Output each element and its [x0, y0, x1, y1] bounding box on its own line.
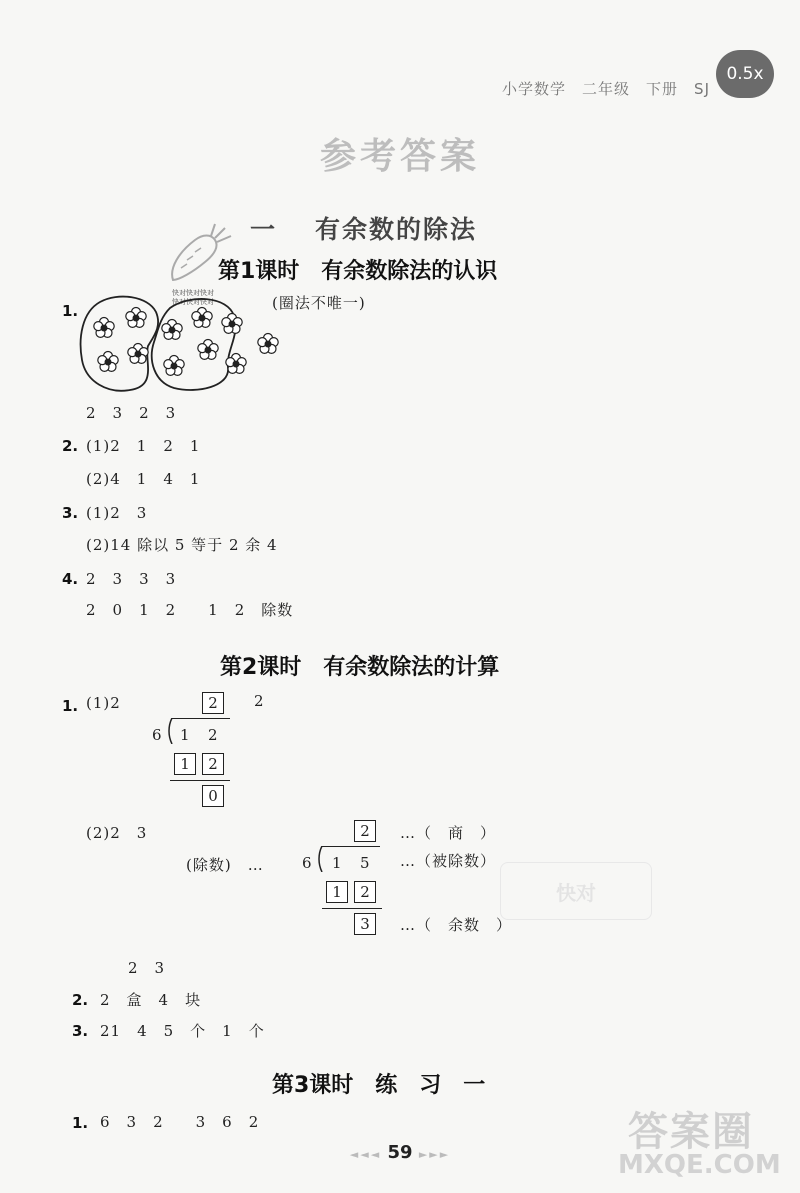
question-number: 3. [62, 504, 79, 522]
chapter-number: 一 [250, 215, 278, 244]
site-watermark: MXQE.COM [618, 1150, 781, 1180]
question-number: 3. [72, 1022, 89, 1040]
question-number: 2. [72, 991, 89, 1009]
lesson-3-title: 第3课时 练 习 一 [272, 1073, 486, 1098]
product-box: 1 [174, 753, 196, 775]
divisor: 6 [152, 726, 163, 744]
quotient-side-answer: 2 [254, 692, 265, 710]
playback-speed-button[interactable]: 0.5x [716, 50, 774, 98]
dividend-digit: 1 [332, 854, 343, 872]
mascot-caption-line: 快对快对快对 [172, 289, 214, 297]
dividend-digit: 5 [360, 854, 371, 872]
product-box: 2 [354, 881, 376, 903]
page-title: 参考答案 [319, 136, 480, 177]
division-bar [322, 846, 380, 847]
answer-line: (1)2 3 [86, 504, 148, 522]
subtraction-bar [170, 780, 230, 781]
division-bar [172, 718, 230, 719]
dividend-digit: 1 [180, 726, 191, 744]
kuaidui-logo-watermark [500, 862, 652, 920]
answer-line: (2)4 1 4 1 [86, 470, 201, 488]
answer-line: 2 3 [128, 959, 166, 977]
answer-line: (1)2 1 2 1 [86, 437, 201, 455]
chapter-title [250, 210, 477, 246]
answer-line: 6 3 2 3 6 2 [100, 1113, 260, 1131]
dividend-note: …（被除数） [400, 852, 497, 870]
answer-line: 2 盒 4 块 [100, 991, 202, 1009]
remainder-box: 3 [354, 913, 376, 935]
mascot-caption-line: 快对快对快对 [172, 298, 214, 306]
divisor: 6 [302, 854, 313, 872]
question-number: 1. [62, 697, 79, 715]
answer-line: (2)2 3 [86, 824, 148, 842]
remainder-box: 0 [202, 785, 224, 807]
question-number: 2. [62, 437, 79, 455]
flower-circling-illustration [78, 290, 288, 400]
quotient-box: 2 [202, 692, 224, 714]
question-number: 4. [62, 570, 79, 588]
chapter-name: 有余数的除法 [315, 215, 478, 244]
product-box: 1 [326, 881, 348, 903]
divisor-note: (除数) … [186, 856, 264, 874]
circling-note: (圈法不唯一) [272, 294, 366, 312]
quotient-note: …（ 商 ） [400, 824, 497, 842]
quotient-box: 2 [354, 820, 376, 842]
answer-line: 2 3 2 3 [86, 404, 177, 422]
dividend-digit: 2 [208, 726, 219, 744]
answer-line: (2)14 除以 5 等于 2 余 4 [86, 536, 278, 554]
answer-line: 2 3 3 3 [86, 570, 177, 588]
prev-arrows-icon: ◄◄◄ [349, 1148, 382, 1161]
division-bracket-icon [166, 718, 176, 744]
answer-line: 21 4 5 个 1 个 [100, 1022, 265, 1040]
page-number: 59 [387, 1142, 413, 1163]
product-box: 2 [202, 753, 224, 775]
division-bracket-icon [316, 846, 326, 872]
book-breadcrumb: 小学数学 二年级 下册 SJ [502, 80, 710, 98]
question-number: 1. [72, 1114, 89, 1132]
lesson-2-title: 第2课时 有余数除法的计算 [220, 655, 500, 680]
next-arrows-icon: ►►► [418, 1148, 451, 1161]
answer-line: (1)2 [86, 694, 121, 712]
logo-text: 快对 [556, 880, 596, 905]
question-number: 1. [62, 302, 79, 320]
remainder-note: …（ 余数 ） [400, 916, 513, 934]
lesson-1-title: 第1课时 有余数除法的认识 [218, 259, 498, 284]
answer-line: 2 0 1 2 1 2 除数 [86, 601, 294, 619]
answer-circle-watermark: 答案圈 [628, 1109, 754, 1155]
subtraction-bar [322, 908, 382, 909]
